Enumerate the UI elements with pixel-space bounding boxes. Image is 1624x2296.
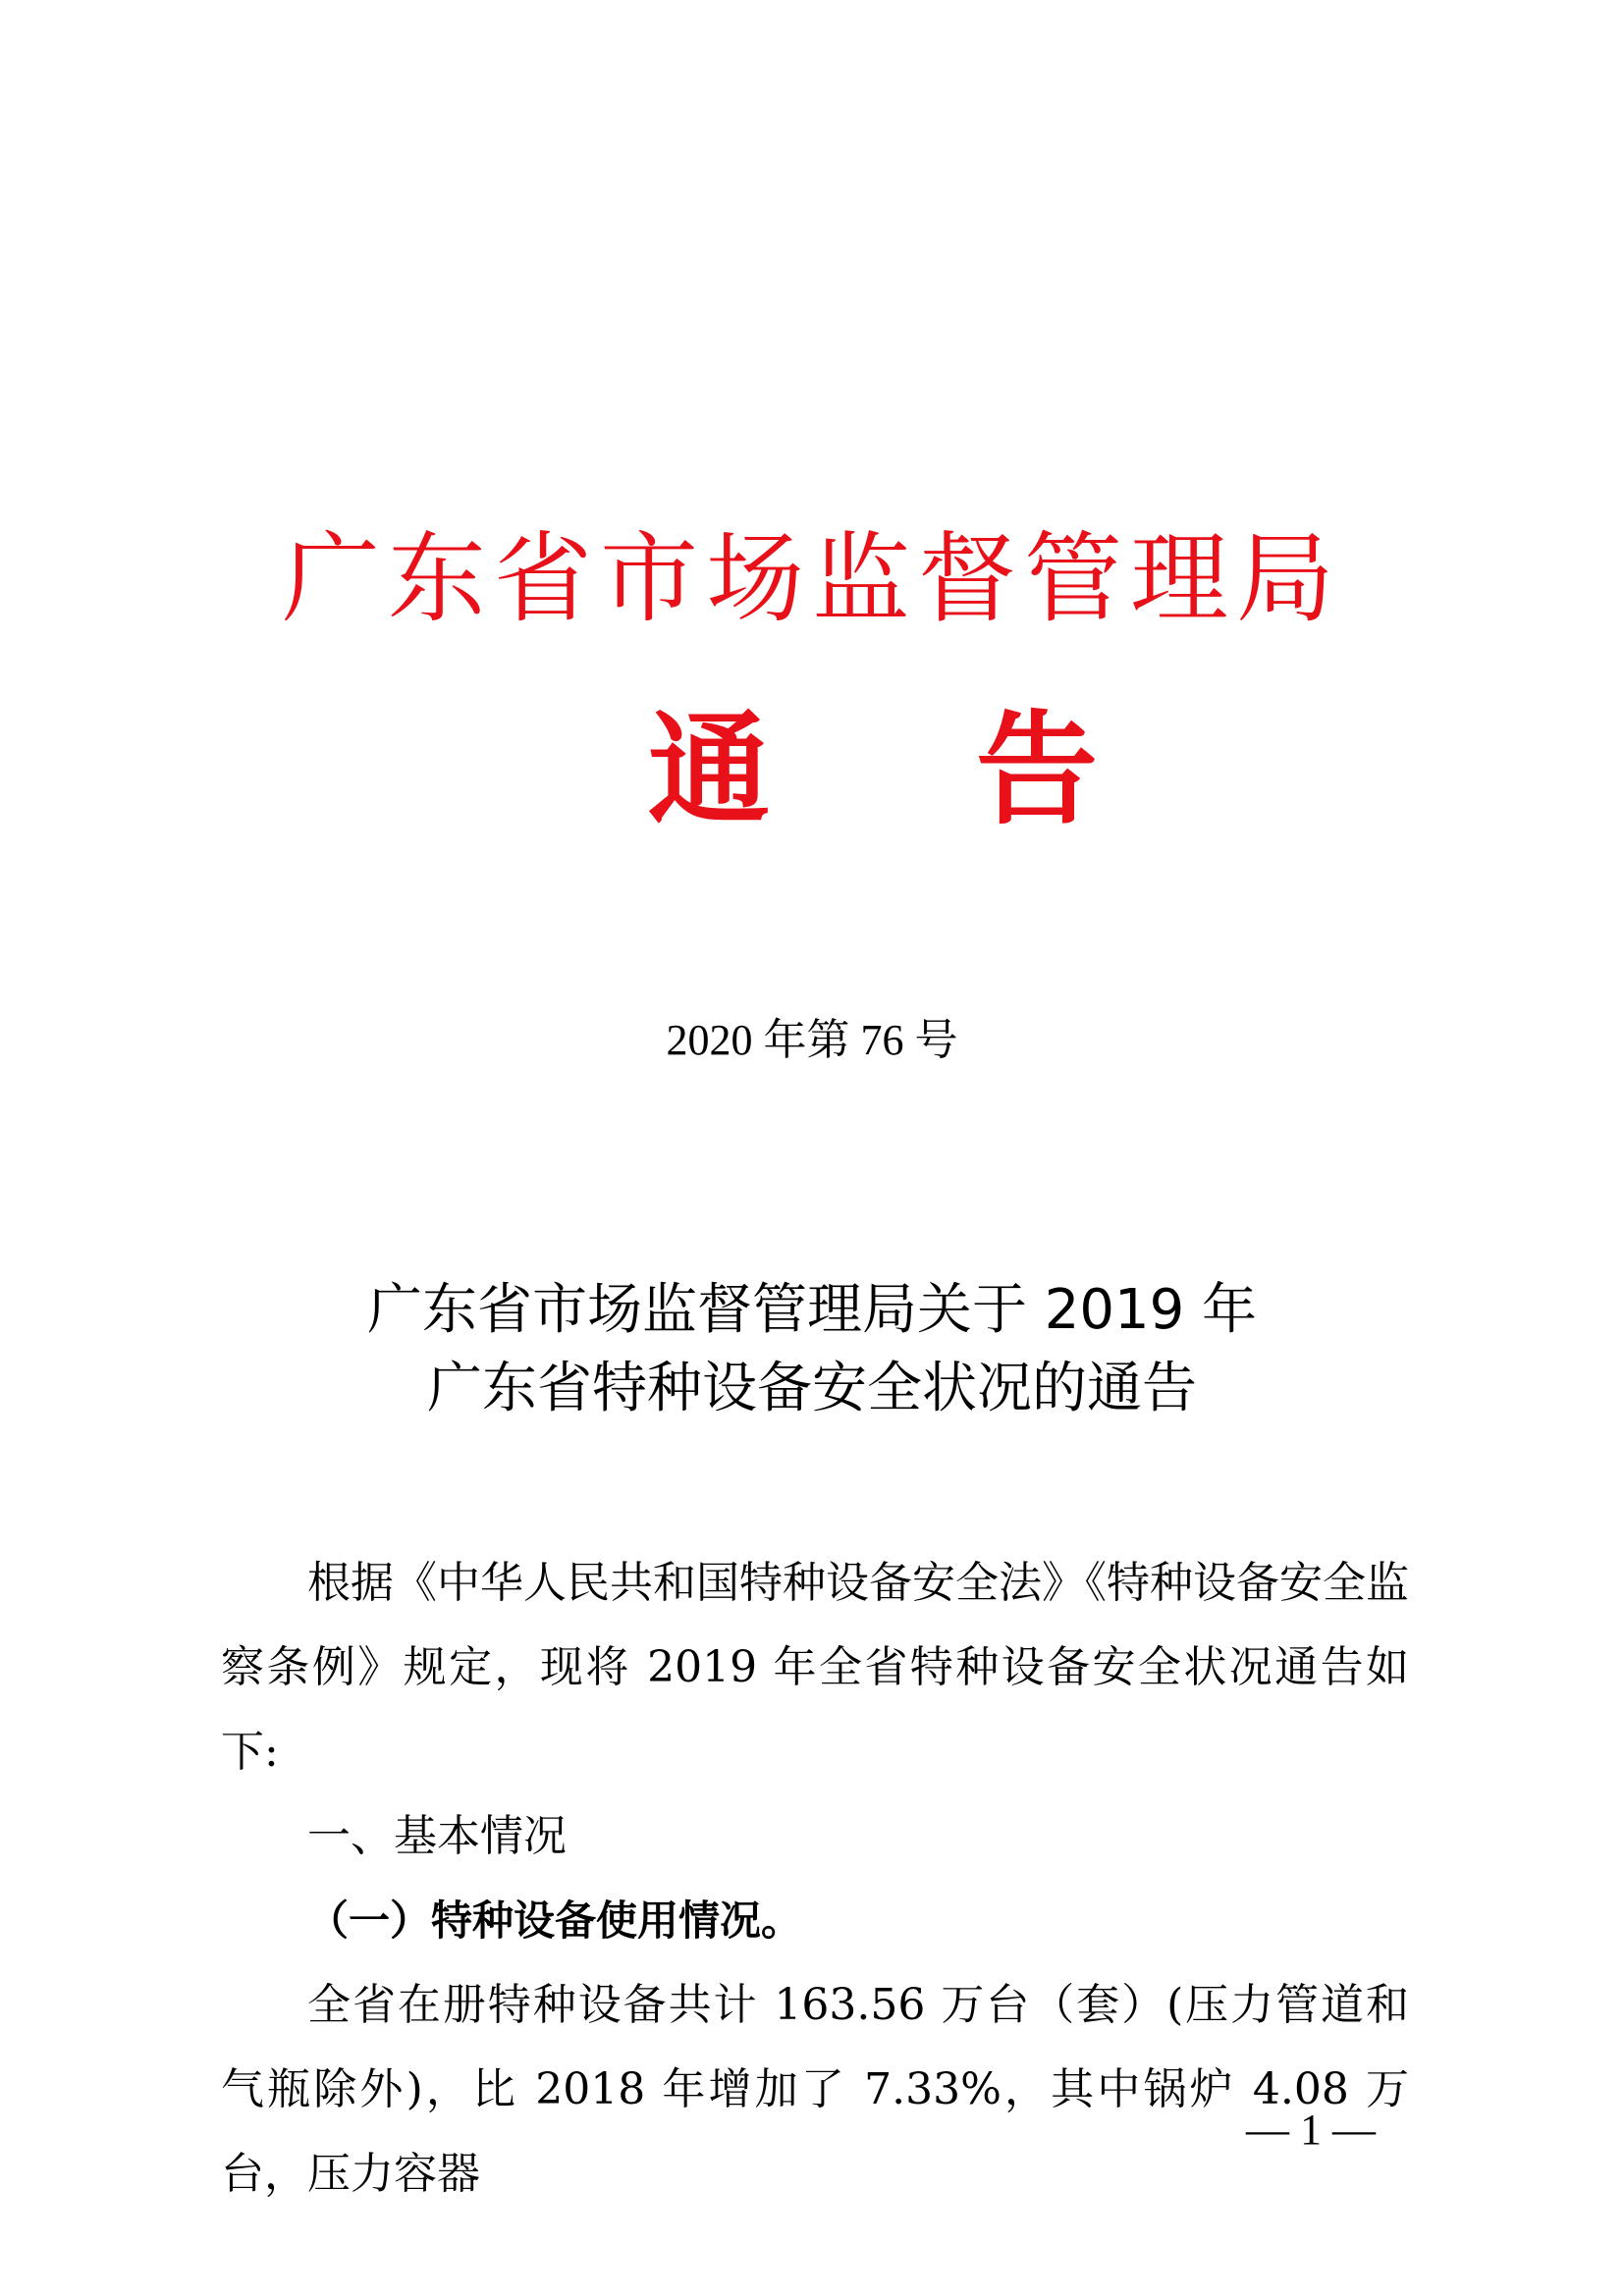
document-number: 2020 年第 76 号	[666, 1016, 958, 1064]
subsection-heading: （一）特种设备使用情况。	[307, 1896, 803, 1945]
section-heading: 一、基本情况	[307, 1811, 567, 1861]
subsection-paragraph: 全省在册特种设备共计 163.56 万台（套）(压力管道和气瓶除外)，比 2018 年增加了 7.33%，其中锅炉 4.08 万台，压力容器	[221, 1980, 1409, 2199]
title-line-1: 广东省市场监督管理局关于 2019 年	[366, 1278, 1258, 1342]
notice-heading: 通告	[648, 700, 1305, 841]
intro-paragraph: 根据《中华人民共和国特种设备安全法》《特种设备安全监察条例》规定，现将 2019 年全省特种设备安全状况通告如下:	[221, 1558, 1409, 1777]
document-title	[255, 1271, 1369, 1428]
title-line-2: 广东省特种设备安全状况的通告	[427, 1357, 1197, 1420]
page-number: — 1 —	[1246, 2106, 1376, 2154]
issuer-heading: 广东省市场监督管理局	[282, 521, 1342, 636]
